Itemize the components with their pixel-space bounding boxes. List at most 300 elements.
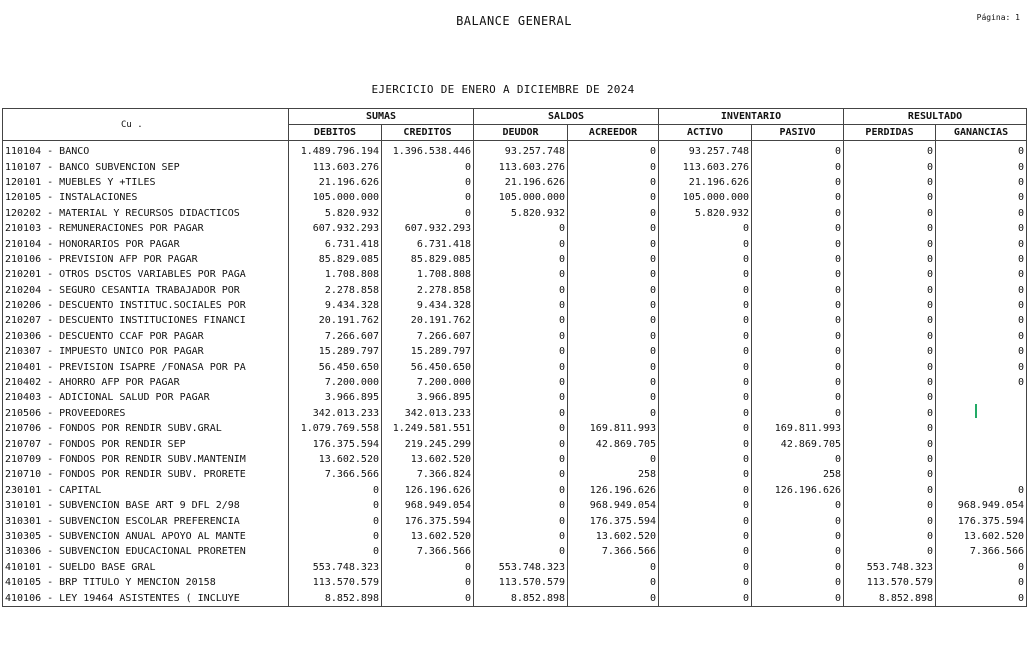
account-name-cell: 210402 - AHORRO AFP POR PAGAR <box>3 375 289 390</box>
amount-cell: 0 <box>289 529 382 544</box>
amount-cell: 21.196.626 <box>474 175 568 190</box>
amount-cell: 176.375.594 <box>568 513 659 528</box>
amount-cell: 42.869.705 <box>568 436 659 451</box>
amount-cell: 0 <box>474 390 568 405</box>
amount-cell: 0 <box>936 344 1027 359</box>
amount-cell: 7.366.824 <box>382 467 474 482</box>
group-header-saldos: SALDOS <box>474 109 659 125</box>
page-number: Página: 1 <box>976 13 1020 22</box>
amount-cell: 0 <box>474 359 568 374</box>
amount-cell: 176.375.594 <box>382 513 474 528</box>
amount-cell: 0 <box>659 344 752 359</box>
amount-cell: 126.196.626 <box>752 483 844 498</box>
amount-cell: 0 <box>752 283 844 298</box>
table-row <box>3 590 1027 606</box>
account-name-cell: 210103 - REMUNERACIONES POR PAGAR <box>3 221 289 236</box>
amount-cell: 126.196.626 <box>382 483 474 498</box>
amount-cell: 0 <box>936 175 1027 190</box>
account-name-cell: 210207 - DESCUENTO INSTITUCIONES FINANCI <box>3 313 289 328</box>
col-header-activo: ACTIVO <box>659 125 752 141</box>
group-header-sumas: SUMAS <box>289 109 474 125</box>
amount-cell: 0 <box>752 221 844 236</box>
amount-cell: 0 <box>382 159 474 174</box>
amount-cell: 0 <box>659 267 752 282</box>
amount-cell: 0 <box>844 190 936 205</box>
amount-cell: 0 <box>659 390 752 405</box>
amount-cell: 0 <box>568 252 659 267</box>
cursor-mark <box>975 404 977 418</box>
amount-cell: 0 <box>568 406 659 421</box>
amount-cell: 93.257.748 <box>474 141 568 160</box>
amount-cell: 0 <box>474 313 568 328</box>
table-row <box>3 221 1027 236</box>
amount-cell: 0 <box>659 221 752 236</box>
amount-cell: 0 <box>659 529 752 544</box>
amount-cell: 6.731.418 <box>382 236 474 251</box>
amount-cell: 1.708.808 <box>289 267 382 282</box>
amount-cell: 126.196.626 <box>568 483 659 498</box>
amount-cell: 553.748.323 <box>474 560 568 575</box>
col-header-debitos: DEBITOS <box>289 125 382 141</box>
amount-cell: 0 <box>568 175 659 190</box>
amount-cell: 0 <box>474 236 568 251</box>
table-row <box>3 544 1027 559</box>
amount-cell: 0 <box>844 436 936 451</box>
amount-cell: 0 <box>752 298 844 313</box>
amount-cell: 21.196.626 <box>659 175 752 190</box>
amount-cell: 0 <box>936 313 1027 328</box>
amount-cell: 15.289.797 <box>289 344 382 359</box>
amount-cell: 0 <box>844 529 936 544</box>
col-header-creditos: CREDITOS <box>382 125 474 141</box>
amount-cell: 176.375.594 <box>936 513 1027 528</box>
amount-cell: 5.820.932 <box>659 206 752 221</box>
amount-cell: 85.829.085 <box>289 252 382 267</box>
account-name-cell: 120202 - MATERIAL Y RECURSOS DIDACTICOS <box>3 206 289 221</box>
amount-cell: 0 <box>844 283 936 298</box>
amount-cell: 607.932.293 <box>289 221 382 236</box>
amount-cell: 0 <box>568 359 659 374</box>
amount-cell: 0 <box>844 513 936 528</box>
amount-cell <box>936 436 1027 451</box>
table-row <box>3 267 1027 282</box>
amount-cell: 0 <box>752 560 844 575</box>
amount-cell: 0 <box>844 406 936 421</box>
amount-cell: 342.013.233 <box>382 406 474 421</box>
report-title: BALANCE GENERAL <box>456 14 572 28</box>
amount-cell: 85.829.085 <box>382 252 474 267</box>
amount-cell: 0 <box>568 344 659 359</box>
amount-cell: 0 <box>568 159 659 174</box>
account-name-cell: 210204 - SEGURO CESANTIA TRABAJADOR POR <box>3 283 289 298</box>
amount-cell: 1.249.581.551 <box>382 421 474 436</box>
amount-cell: 0 <box>659 359 752 374</box>
account-name-cell: 120101 - MUEBLES Y +TILES <box>3 175 289 190</box>
amount-cell: 1.079.769.558 <box>289 421 382 436</box>
amount-cell: 0 <box>474 544 568 559</box>
amount-cell: 0 <box>568 206 659 221</box>
amount-cell: 0 <box>844 329 936 344</box>
amount-cell <box>936 452 1027 467</box>
amount-cell: 0 <box>568 375 659 390</box>
amount-cell: 0 <box>659 298 752 313</box>
account-name-cell: 210709 - FONDOS POR RENDIR SUBV.MANTENIM <box>3 452 289 467</box>
table-row <box>3 252 1027 267</box>
amount-cell: 0 <box>382 175 474 190</box>
table-row <box>3 483 1027 498</box>
table-row <box>3 575 1027 590</box>
amount-cell: 0 <box>844 298 936 313</box>
amount-cell: 0 <box>568 283 659 298</box>
table-row <box>3 421 1027 436</box>
amount-cell: 0 <box>752 375 844 390</box>
amount-cell: 0 <box>752 141 844 160</box>
account-name-cell: 110107 - BANCO SUBVENCION SEP <box>3 159 289 174</box>
amount-cell: 7.200.000 <box>289 375 382 390</box>
amount-cell: 0 <box>752 513 844 528</box>
amount-cell: 0 <box>936 283 1027 298</box>
amount-cell <box>936 421 1027 436</box>
amount-cell: 113.603.276 <box>659 159 752 174</box>
amount-cell <box>936 390 1027 405</box>
table-row <box>3 344 1027 359</box>
amount-cell: 7.266.607 <box>289 329 382 344</box>
amount-cell: 0 <box>752 406 844 421</box>
amount-cell: 0 <box>659 590 752 606</box>
table-row <box>3 236 1027 251</box>
amount-cell: 7.200.000 <box>382 375 474 390</box>
account-name-cell: 310101 - SUBVENCION BASE ART 9 DFL 2/98 <box>3 498 289 513</box>
amount-cell: 7.366.566 <box>382 544 474 559</box>
amount-cell: 5.820.932 <box>289 206 382 221</box>
amount-cell: 8.852.898 <box>474 590 568 606</box>
amount-cell: 553.748.323 <box>289 560 382 575</box>
amount-cell: 0 <box>936 221 1027 236</box>
amount-cell: 0 <box>659 283 752 298</box>
amount-cell: 0 <box>659 313 752 328</box>
amount-cell: 1.396.538.446 <box>382 141 474 160</box>
amount-cell: 105.000.000 <box>289 190 382 205</box>
amount-cell: 8.852.898 <box>289 590 382 606</box>
table-row <box>3 436 1027 451</box>
amount-cell: 0 <box>936 206 1027 221</box>
amount-cell: 3.966.895 <box>382 390 474 405</box>
amount-cell: 0 <box>844 452 936 467</box>
amount-cell: 0 <box>752 452 844 467</box>
account-name-cell: 410101 - SUELDO BASE GRAL <box>3 560 289 575</box>
account-name-cell: 410105 - BRP TITULO Y MENCION 20158 <box>3 575 289 590</box>
amount-cell: 0 <box>474 421 568 436</box>
amount-cell: 0 <box>844 267 936 282</box>
table-row <box>3 467 1027 482</box>
amount-cell: 113.570.579 <box>289 575 382 590</box>
amount-cell: 113.603.276 <box>289 159 382 174</box>
amount-cell: 0 <box>382 560 474 575</box>
amount-cell: 0 <box>659 421 752 436</box>
amount-cell: 0 <box>936 329 1027 344</box>
amount-cell: 7.366.566 <box>568 544 659 559</box>
amount-cell: 0 <box>936 190 1027 205</box>
amount-cell: 2.278.858 <box>382 283 474 298</box>
table-row <box>3 206 1027 221</box>
amount-cell: 0 <box>752 344 844 359</box>
amount-cell: 0 <box>568 190 659 205</box>
amount-cell: 0 <box>844 375 936 390</box>
amount-cell: 3.966.895 <box>289 390 382 405</box>
account-column-header: Cu . <box>3 109 289 141</box>
amount-cell: 0 <box>568 575 659 590</box>
amount-cell: 0 <box>659 498 752 513</box>
amount-cell: 0 <box>474 529 568 544</box>
amount-cell: 0 <box>474 252 568 267</box>
amount-cell: 0 <box>844 313 936 328</box>
amount-cell: 13.602.520 <box>382 452 474 467</box>
amount-cell: 0 <box>659 329 752 344</box>
amount-cell: 0 <box>752 329 844 344</box>
amount-cell: 968.949.054 <box>382 498 474 513</box>
amount-cell: 968.949.054 <box>936 498 1027 513</box>
amount-cell: 0 <box>936 560 1027 575</box>
amount-cell: 0 <box>844 236 936 251</box>
amount-cell: 0 <box>659 452 752 467</box>
table-row <box>3 560 1027 575</box>
account-name-cell: 210403 - ADICIONAL SALUD POR PAGAR <box>3 390 289 405</box>
amount-cell: 0 <box>936 252 1027 267</box>
balance-table <box>2 108 1027 607</box>
amount-cell: 0 <box>844 544 936 559</box>
amount-cell: 0 <box>474 344 568 359</box>
amount-cell: 9.434.328 <box>382 298 474 313</box>
account-name-cell: 120105 - INSTALACIONES <box>3 190 289 205</box>
account-name-cell: 410106 - LEY 19464 ASISTENTES ( INCLUYE <box>3 590 289 606</box>
amount-cell: 0 <box>474 267 568 282</box>
amount-cell: 0 <box>936 298 1027 313</box>
amount-cell: 0 <box>844 175 936 190</box>
amount-cell: 0 <box>752 590 844 606</box>
amount-cell: 13.602.520 <box>289 452 382 467</box>
amount-cell: 7.266.607 <box>382 329 474 344</box>
amount-cell: 13.602.520 <box>382 529 474 544</box>
amount-cell: 0 <box>568 590 659 606</box>
amount-cell: 42.869.705 <box>752 436 844 451</box>
account-name-cell: 210506 - PROVEEDORES <box>3 406 289 421</box>
amount-cell: 968.949.054 <box>568 498 659 513</box>
amount-cell: 0 <box>568 313 659 328</box>
group-header-resultado: RESULTADO <box>844 109 1027 125</box>
amount-cell: 6.731.418 <box>289 236 382 251</box>
amount-cell: 105.000.000 <box>474 190 568 205</box>
table-row <box>3 375 1027 390</box>
amount-cell: 20.191.762 <box>382 313 474 328</box>
report-period: EJERCICIO DE ENERO A DICIEMBRE DE 2024 <box>371 83 635 96</box>
table-row <box>3 190 1027 205</box>
amount-cell: 0 <box>752 359 844 374</box>
amount-cell: 0 <box>752 236 844 251</box>
amount-cell: 0 <box>752 252 844 267</box>
amount-cell: 553.748.323 <box>844 560 936 575</box>
amount-cell: 0 <box>568 141 659 160</box>
amount-cell: 0 <box>659 560 752 575</box>
amount-cell: 0 <box>936 375 1027 390</box>
table-row <box>3 141 1027 160</box>
amount-cell: 342.013.233 <box>289 406 382 421</box>
amount-cell: 0 <box>844 483 936 498</box>
amount-cell: 5.820.932 <box>474 206 568 221</box>
amount-cell: 258 <box>568 467 659 482</box>
amount-cell: 0 <box>659 513 752 528</box>
amount-cell: 0 <box>382 575 474 590</box>
table-row <box>3 159 1027 174</box>
amount-cell: 0 <box>936 590 1027 606</box>
amount-cell: 15.289.797 <box>382 344 474 359</box>
amount-cell: 0 <box>752 159 844 174</box>
amount-cell: 0 <box>752 190 844 205</box>
table-row <box>3 175 1027 190</box>
amount-cell: 0 <box>844 498 936 513</box>
account-name-cell: 210307 - IMPUESTO UNICO POR PAGAR <box>3 344 289 359</box>
account-name-cell: 210306 - DESCUENTO CCAF POR PAGAR <box>3 329 289 344</box>
amount-cell: 0 <box>474 221 568 236</box>
account-name-cell: 210401 - PREVISION ISAPRE /FONASA POR PA <box>3 359 289 374</box>
amount-cell: 0 <box>936 359 1027 374</box>
table-row <box>3 498 1027 513</box>
account-name-cell: 310305 - SUBVENCION ANUAL APOYO AL MANTE <box>3 529 289 544</box>
amount-cell: 0 <box>844 359 936 374</box>
amount-cell: 0 <box>752 206 844 221</box>
amount-cell: 0 <box>936 141 1027 160</box>
amount-cell: 0 <box>474 452 568 467</box>
account-name-cell: 210104 - HONORARIOS POR PAGAR <box>3 236 289 251</box>
group-header-inventario: INVENTARIO <box>659 109 844 125</box>
amount-cell: 13.602.520 <box>936 529 1027 544</box>
amount-cell: 0 <box>659 406 752 421</box>
amount-cell: 0 <box>289 513 382 528</box>
amount-cell: 219.245.299 <box>382 436 474 451</box>
table-row <box>3 390 1027 405</box>
amount-cell: 0 <box>474 283 568 298</box>
amount-cell: 7.366.566 <box>289 467 382 482</box>
amount-cell: 0 <box>752 390 844 405</box>
account-name-cell: 230101 - CAPITAL <box>3 483 289 498</box>
amount-cell: 113.570.579 <box>844 575 936 590</box>
amount-cell: 0 <box>844 159 936 174</box>
amount-cell: 0 <box>752 175 844 190</box>
amount-cell: 9.434.328 <box>289 298 382 313</box>
amount-cell: 0 <box>844 421 936 436</box>
amount-cell: 0 <box>474 513 568 528</box>
amount-cell: 0 <box>568 221 659 236</box>
amount-cell: 258 <box>752 467 844 482</box>
amount-cell: 0 <box>568 560 659 575</box>
account-name-cell: 110104 - BANCO <box>3 141 289 160</box>
col-header-acreedor: ACREEDOR <box>568 125 659 141</box>
account-name-cell: 310306 - SUBVENCION EDUCACIONAL PRORETEN <box>3 544 289 559</box>
account-name-cell: 210201 - OTROS DSCTOS VARIABLES POR PAGA <box>3 267 289 282</box>
account-name-cell: 210707 - FONDOS POR RENDIR SEP <box>3 436 289 451</box>
table-row <box>3 313 1027 328</box>
amount-cell: 0 <box>659 375 752 390</box>
col-header-ganancias: GANANCIAS <box>936 125 1027 141</box>
amount-cell: 0 <box>568 452 659 467</box>
col-header-deudor: DEUDOR <box>474 125 568 141</box>
amount-cell: 0 <box>568 329 659 344</box>
amount-cell: 0 <box>844 141 936 160</box>
amount-cell: 0 <box>659 467 752 482</box>
amount-cell: 0 <box>936 483 1027 498</box>
account-name-cell: 210706 - FONDOS POR RENDIR SUBV.GRAL <box>3 421 289 436</box>
table-row <box>3 406 1027 421</box>
amount-cell: 0 <box>382 206 474 221</box>
table-row <box>3 329 1027 344</box>
amount-cell: 105.000.000 <box>659 190 752 205</box>
balance-rows <box>3 141 1027 607</box>
amount-cell: 0 <box>659 575 752 590</box>
amount-cell: 0 <box>659 436 752 451</box>
table-row <box>3 283 1027 298</box>
amount-cell: 8.852.898 <box>844 590 936 606</box>
amount-cell: 607.932.293 <box>382 221 474 236</box>
amount-cell: 0 <box>474 406 568 421</box>
amount-cell: 0 <box>659 544 752 559</box>
amount-cell <box>936 406 1027 421</box>
amount-cell: 0 <box>659 483 752 498</box>
amount-cell: 0 <box>382 190 474 205</box>
amount-cell: 21.196.626 <box>289 175 382 190</box>
amount-cell: 56.450.650 <box>289 359 382 374</box>
amount-cell: 0 <box>474 329 568 344</box>
table-row <box>3 513 1027 528</box>
amount-cell: 0 <box>936 575 1027 590</box>
amount-cell: 169.811.993 <box>752 421 844 436</box>
amount-cell: 0 <box>474 498 568 513</box>
amount-cell: 0 <box>568 298 659 313</box>
amount-cell: 56.450.650 <box>382 359 474 374</box>
table-row <box>3 298 1027 313</box>
amount-cell: 0 <box>844 467 936 482</box>
amount-cell: 176.375.594 <box>289 436 382 451</box>
table-row <box>3 452 1027 467</box>
amount-cell: 0 <box>568 390 659 405</box>
amount-cell: 0 <box>844 390 936 405</box>
amount-cell: 0 <box>752 498 844 513</box>
amount-cell: 0 <box>752 529 844 544</box>
amount-cell: 0 <box>659 252 752 267</box>
amount-cell: 0 <box>936 236 1027 251</box>
amount-cell: 0 <box>752 267 844 282</box>
amount-cell: 20.191.762 <box>289 313 382 328</box>
col-header-perdidas: PERDIDAS <box>844 125 936 141</box>
col-header-pasivo: PASIVO <box>752 125 844 141</box>
account-name-cell: 310301 - SUBVENCION ESCOLAR PREFERENCIA <box>3 513 289 528</box>
amount-cell: 7.366.566 <box>936 544 1027 559</box>
amount-cell: 0 <box>844 344 936 359</box>
amount-cell: 0 <box>474 467 568 482</box>
account-name-cell: 210206 - DESCUENTO INSTITUC.SOCIALES POR <box>3 298 289 313</box>
amount-cell: 0 <box>474 436 568 451</box>
amount-cell: 0 <box>844 206 936 221</box>
account-name-cell: 210710 - FONDOS POR RENDIR SUBV. PRORETE <box>3 467 289 482</box>
amount-cell: 0 <box>752 544 844 559</box>
amount-cell: 113.603.276 <box>474 159 568 174</box>
amount-cell: 0 <box>289 544 382 559</box>
amount-cell: 0 <box>474 298 568 313</box>
amount-cell: 93.257.748 <box>659 141 752 160</box>
amount-cell: 13.602.520 <box>568 529 659 544</box>
amount-cell: 0 <box>752 575 844 590</box>
amount-cell: 113.570.579 <box>474 575 568 590</box>
amount-cell: 2.278.858 <box>289 283 382 298</box>
amount-cell: 0 <box>936 267 1027 282</box>
